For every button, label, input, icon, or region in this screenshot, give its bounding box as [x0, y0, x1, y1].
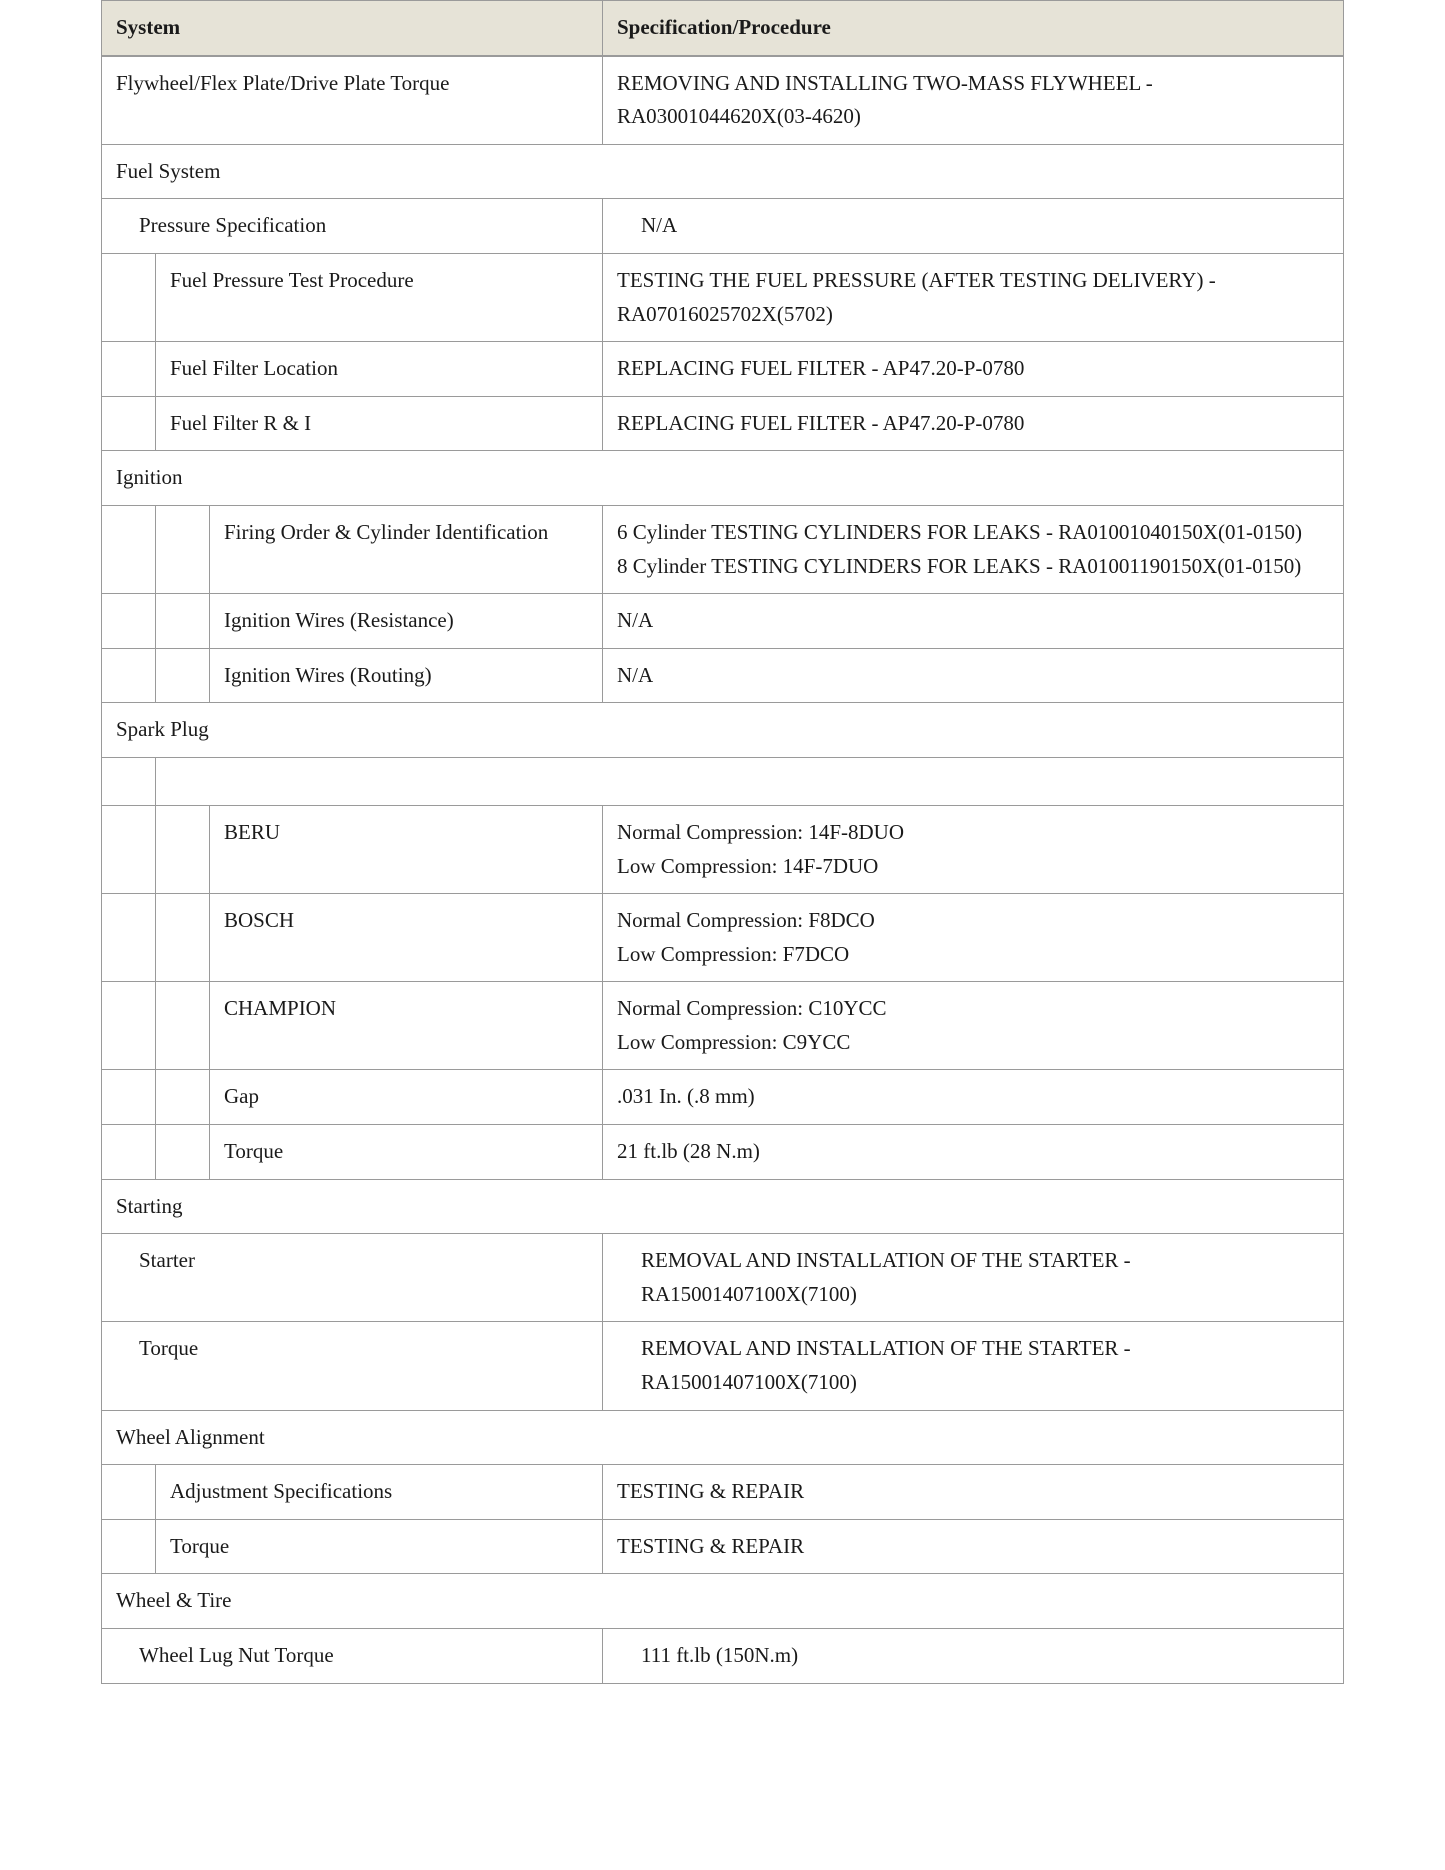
system-cell: [102, 806, 603, 893]
section-row: [101, 145, 1344, 200]
table-row: [101, 806, 1344, 894]
spec-cell: [603, 57, 1343, 144]
indent-spacer: [102, 397, 156, 451]
system-cell: [102, 1520, 603, 1574]
section-label: Ignition: [116, 465, 183, 490]
table-row: [101, 1520, 1344, 1575]
spec-line: RA15001407100X(7100): [641, 1370, 857, 1395]
spec-cell: [603, 397, 1343, 451]
system-label: Fuel Filter Location: [170, 356, 338, 381]
table-row: [101, 506, 1344, 594]
system-label: Adjustment Specifications: [170, 1479, 393, 1504]
system-cell: [102, 649, 603, 703]
system-label: Flywheel/Flex Plate/Drive Plate Torque: [116, 70, 450, 95]
spec-cell: [603, 894, 1343, 981]
indent-spacer: [102, 806, 156, 893]
spec-line: REMOVAL AND INSTALLATION OF THE STARTER -: [641, 1248, 1131, 1273]
section-label: Fuel System: [116, 158, 221, 183]
system-label: Torque: [170, 1533, 230, 1558]
indent-spacer: [102, 1520, 156, 1574]
spec-cell: [603, 806, 1343, 893]
spec-cell: [603, 982, 1343, 1069]
system-label: Torque: [224, 1139, 284, 1164]
system-cell: [102, 1070, 603, 1124]
indent-spacer: [156, 649, 210, 703]
system-cell: [102, 1465, 603, 1519]
spec-line: RA15001407100X(7100): [641, 1281, 857, 1306]
table-row: [101, 894, 1344, 982]
system-label: Gap: [224, 1084, 259, 1109]
spec-cell: [603, 1070, 1343, 1124]
table-row: [101, 649, 1344, 704]
spec-line: RA07016025702X(5702): [617, 301, 833, 326]
spec-line: Normal Compression: 14F-8DUO: [617, 819, 904, 844]
system-label: Starter: [139, 1248, 195, 1273]
indent-spacer: [102, 982, 156, 1069]
system-label: Firing Order & Cylinder Identification: [224, 519, 549, 544]
indent-spacer: [156, 1070, 210, 1124]
section-row: [101, 703, 1344, 758]
table-row: [101, 342, 1344, 397]
system-cell: [102, 1322, 603, 1409]
header-spec-label: Specification/Procedure: [617, 15, 831, 39]
indent-spacer: [102, 649, 156, 703]
table-row: [101, 982, 1344, 1070]
indent-spacer: [102, 894, 156, 981]
section-row: [101, 1574, 1344, 1629]
spec-cell: [603, 1322, 1343, 1409]
indent-spacer: [156, 894, 210, 981]
spec-line: REMOVAL AND INSTALLATION OF THE STARTER -: [641, 1336, 1131, 1361]
table-row: [101, 1234, 1344, 1322]
table-row: [101, 56, 1344, 145]
system-cell: [102, 1125, 603, 1179]
spec-line: .031 In. (.8 mm): [617, 1084, 755, 1109]
system-label: Ignition Wires (Resistance): [224, 608, 454, 633]
section-row: [101, 1180, 1344, 1235]
system-cell: [102, 982, 603, 1069]
spec-line: TESTING & REPAIR: [617, 1533, 805, 1558]
indent-spacer: [156, 1125, 210, 1179]
spec-line: REPLACING FUEL FILTER - AP47.20-P-0780: [617, 356, 1025, 381]
spec-line: TESTING THE FUEL PRESSURE (AFTER TESTING DELIVERY) -: [617, 267, 1216, 292]
table-row: [101, 594, 1344, 649]
system-label: BERU: [224, 819, 281, 844]
spec-line: Low Compression: 14F-7DUO: [617, 853, 879, 878]
table-body: [101, 56, 1344, 1684]
indent-spacer: [102, 342, 156, 396]
table-row: [101, 1070, 1344, 1125]
indent-spacer: [156, 594, 210, 648]
spec-line: 21 ft.lb (28 N.m): [617, 1139, 760, 1164]
spec-cell: [603, 506, 1343, 593]
system-label: BOSCH: [224, 908, 295, 933]
section-row: [101, 1411, 1344, 1466]
system-label: Pressure Specification: [139, 213, 327, 238]
system-cell: [102, 57, 603, 144]
indent-spacer: [156, 506, 210, 593]
indent-spacer: [102, 1125, 156, 1179]
indent-spacer: [102, 506, 156, 593]
table-row: [101, 1465, 1344, 1520]
spec-line: Normal Compression: F8DCO: [617, 908, 875, 933]
system-cell: [102, 342, 603, 396]
indent-spacer: [156, 806, 210, 893]
section-label: Spark Plug: [116, 717, 209, 742]
indent-spacer: [102, 1465, 156, 1519]
spec-line: N/A: [617, 662, 654, 687]
system-cell: [102, 397, 603, 451]
table-row: [101, 1125, 1344, 1180]
spec-cell: [603, 199, 1343, 253]
system-label: Fuel Pressure Test Procedure: [170, 267, 414, 292]
spec-cell: [603, 1520, 1343, 1574]
indent-spacer: [102, 594, 156, 648]
spec-line: 6 Cylinder TESTING CYLINDERS FOR LEAKS - RA01001040150X(01-0150): [617, 519, 1303, 544]
spec-cell: [603, 254, 1343, 341]
system-cell: [102, 1629, 603, 1683]
indent-spacer: [102, 254, 156, 341]
indent-spacer: [156, 982, 210, 1069]
table-row: [101, 199, 1344, 254]
table-row: [101, 397, 1344, 452]
system-label: Ignition Wires (Routing): [224, 662, 432, 687]
section-label: Wheel & Tire: [116, 1588, 232, 1613]
system-cell: [102, 199, 603, 253]
spec-line: TESTING & REPAIR: [617, 1479, 805, 1504]
spec-cell: [603, 1234, 1343, 1321]
spec-line: 111 ft.lb (150N.m): [641, 1643, 799, 1667]
blank-row: [101, 758, 1344, 806]
spec-line: N/A: [617, 608, 654, 633]
spec-cell: [603, 649, 1343, 703]
system-cell: [102, 894, 603, 981]
system-cell: [102, 594, 603, 648]
system-label: CHAMPION: [224, 996, 337, 1021]
system-label: Wheel Lug Nut Torque: [139, 1643, 334, 1667]
table-row: [101, 254, 1344, 342]
system-cell: [102, 506, 603, 593]
header-system-label: System: [116, 15, 181, 39]
header-system-cell: [102, 1, 603, 55]
spec-table: [101, 0, 1344, 1684]
section-row: [101, 451, 1344, 506]
system-cell: [102, 1234, 603, 1321]
table-row: [101, 1322, 1344, 1410]
spec-cell: [603, 342, 1343, 396]
system-label: Fuel Filter R & I: [170, 410, 312, 435]
spec-cell: [603, 1629, 1343, 1683]
spec-line: Low Compression: F7DCO: [617, 941, 850, 966]
spec-line: RA03001044620X(03-4620): [617, 104, 861, 129]
system-cell: [102, 254, 603, 341]
indent-spacer: [102, 1070, 156, 1124]
spec-line: Low Compression: C9YCC: [617, 1029, 851, 1054]
spec-cell: [603, 1465, 1343, 1519]
spec-line: 8 Cylinder TESTING CYLINDERS FOR LEAKS - RA01001190150X(01-0150): [617, 553, 1302, 578]
spec-line: REPLACING FUEL FILTER - AP47.20-P-0780: [617, 410, 1025, 435]
spec-line: REMOVING AND INSTALLING TWO-MASS FLYWHEEL -: [617, 70, 1153, 95]
system-label: Torque: [139, 1336, 199, 1361]
spec-line: Normal Compression: C10YCC: [617, 996, 887, 1021]
spec-cell: [603, 1125, 1343, 1179]
spec-line: N/A: [641, 213, 678, 238]
section-label: Wheel Alignment: [116, 1424, 265, 1449]
indent-spacer: [102, 758, 156, 805]
table-header-row: [101, 0, 1344, 56]
section-label: Starting: [116, 1193, 183, 1218]
table-row: [101, 1629, 1344, 1684]
blank-cell: [156, 758, 1343, 805]
spec-cell: [603, 594, 1343, 648]
